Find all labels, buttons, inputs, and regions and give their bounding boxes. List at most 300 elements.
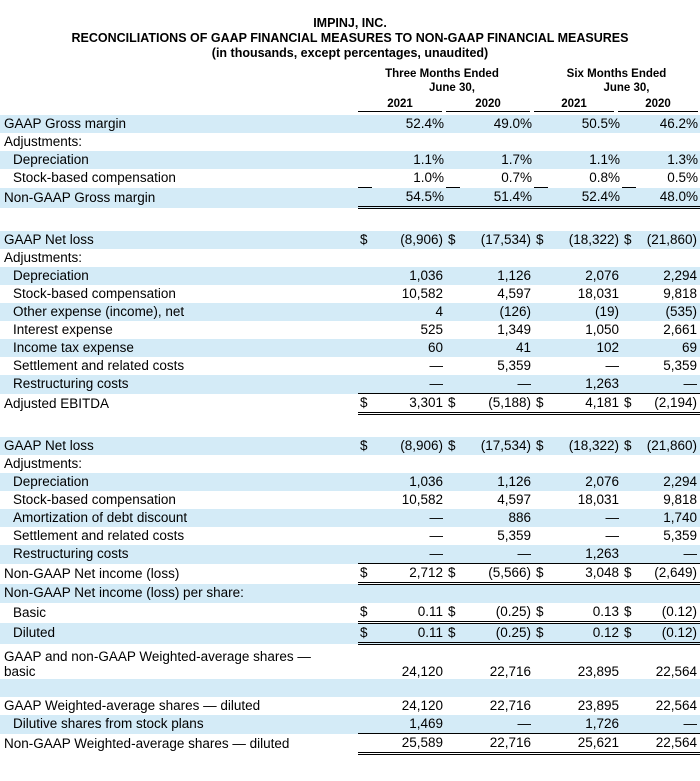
- row-label: Depreciation: [0, 151, 358, 169]
- table-row: [0, 437, 700, 455]
- value-cell: [460, 455, 534, 473]
- value-cell: [460, 249, 534, 267]
- dollar-sign: [622, 375, 636, 394]
- dollar-sign: [534, 545, 548, 564]
- row-label: Adjustments:: [4, 134, 83, 149]
- value-cell: (0.25): [460, 603, 534, 623]
- row-label: [0, 644, 358, 680]
- adjusted-ebitda-section: [0, 231, 700, 414]
- value-cell: 886: [460, 509, 534, 527]
- value-cell: 102: [548, 339, 622, 357]
- value-cell: 5,359: [663, 358, 697, 373]
- row-label: Amortization of debt discount: [0, 509, 358, 527]
- dollar-sign: [534, 509, 548, 527]
- dollar-sign: [446, 375, 460, 394]
- table-row: [0, 115, 700, 133]
- dollar-sign: [446, 151, 460, 169]
- dollar-sign: [622, 545, 636, 564]
- row-label: Non-GAAP Net income (loss): [4, 565, 180, 581]
- dollar-sign: [622, 267, 636, 285]
- dollar-sign: [358, 697, 372, 715]
- dollar-sign: $: [622, 564, 636, 584]
- dollar-sign: [446, 527, 460, 545]
- row-label: Adjustments:: [4, 456, 83, 471]
- dollar-sign: [446, 339, 460, 357]
- dollar-sign: [534, 115, 548, 133]
- value-cell: 1,469: [372, 715, 446, 734]
- value-cell: 48.0%: [636, 188, 700, 208]
- dollar-sign: $: [534, 603, 548, 623]
- value-cell: 5,359: [497, 358, 531, 373]
- table-row: [0, 455, 700, 473]
- value-cell: 9,818: [663, 492, 697, 507]
- value-cell: (17,534): [460, 437, 534, 455]
- value-cell: 1,050: [585, 322, 619, 337]
- company-name: IMPINJ, INC.: [313, 16, 387, 30]
- dollar-sign: [622, 473, 636, 491]
- dollar-sign: [446, 303, 460, 321]
- dollar-sign: $: [622, 437, 636, 455]
- value-cell: 525: [420, 322, 443, 337]
- dollar-sign: $: [358, 564, 372, 584]
- table-row: [0, 697, 700, 715]
- value-cell: 52.4%: [372, 115, 446, 133]
- dollar-sign: [446, 115, 460, 133]
- value-cell: (18,322): [548, 437, 622, 455]
- dollar-sign: [622, 697, 636, 715]
- dollar-sign: [534, 715, 548, 734]
- dollar-sign: [446, 285, 460, 303]
- dollar-sign: [622, 339, 636, 357]
- value-cell: 25,589: [372, 734, 446, 754]
- value-cell: 4,597: [497, 286, 531, 301]
- value-cell: (21,860): [636, 437, 700, 455]
- dollar-sign: $: [358, 231, 372, 249]
- table-row: [0, 394, 700, 414]
- table-row: [0, 527, 700, 545]
- dollar-sign: [534, 285, 548, 303]
- value-cell: 0.13: [548, 603, 622, 623]
- group-three-months: Three Months Ended June 30,: [385, 68, 499, 94]
- dollar-sign: [534, 644, 548, 680]
- dollar-sign: [534, 357, 548, 375]
- gross-margin-section: [0, 115, 700, 208]
- row-label: Stock-based compensation: [13, 170, 176, 186]
- value-cell: 4,181: [548, 394, 622, 414]
- report-subtitle: (in thousands, except percentages, unaudited): [211, 46, 489, 60]
- value-cell: 18,031: [577, 286, 619, 301]
- value-cell: (8,906): [372, 437, 446, 455]
- row-label: GAAP Weighted-average shares — diluted: [4, 698, 261, 713]
- row-label: Non-GAAP Net income (loss) per share:: [0, 584, 358, 604]
- row-label: Depreciation: [0, 473, 358, 491]
- value-cell: [548, 584, 622, 604]
- table-row: [0, 169, 700, 188]
- value-cell: [636, 249, 700, 267]
- dollar-sign: [622, 115, 636, 133]
- value-cell: 22,564: [636, 734, 700, 754]
- value-cell: [372, 133, 446, 151]
- value-cell: (2,194): [636, 394, 700, 414]
- value-cell: 23,895: [577, 664, 619, 679]
- value-cell: [548, 133, 622, 151]
- column-headers: [0, 61, 700, 115]
- value-cell: 25,621: [548, 734, 622, 754]
- value-cell: [460, 133, 534, 151]
- year-col-2: 2020: [446, 97, 530, 112]
- value-cell: 4: [372, 303, 446, 321]
- dollar-sign: $: [622, 603, 636, 623]
- dollar-sign: [446, 473, 460, 491]
- dollar-sign: $: [358, 623, 372, 644]
- table-row: [0, 375, 700, 394]
- row-label: Non-GAAP Gross margin: [0, 188, 358, 208]
- row-label: Adjustments:: [4, 250, 83, 265]
- table-row: [0, 491, 700, 509]
- row-label: Settlement and related costs: [13, 528, 185, 543]
- dollar-sign: [534, 697, 548, 715]
- value-cell: 22,564: [655, 698, 697, 713]
- value-cell: 1,740: [636, 509, 700, 527]
- dollar-sign: [446, 509, 460, 527]
- value-cell: 22,716: [489, 664, 531, 679]
- dollar-sign: [446, 321, 460, 339]
- value-cell: 46.2%: [636, 115, 700, 133]
- table-row: [0, 249, 700, 267]
- dollar-sign: [622, 455, 636, 473]
- value-cell: —: [636, 375, 700, 394]
- value-cell: [636, 455, 700, 473]
- dollar-sign: [358, 509, 372, 527]
- table-row: [0, 644, 700, 680]
- row-label: Depreciation: [0, 267, 358, 285]
- dollar-sign: [622, 249, 636, 267]
- table-row: [0, 357, 700, 375]
- dollar-sign: [622, 285, 636, 303]
- value-cell: (5,566): [460, 564, 534, 584]
- value-cell: [460, 584, 534, 604]
- dollar-sign: [534, 151, 548, 169]
- row-label: Non-GAAP Weighted-average shares — diluted: [4, 735, 290, 751]
- value-cell: —: [372, 375, 446, 394]
- value-cell: (0.25): [460, 623, 534, 644]
- dollar-sign: [358, 357, 372, 375]
- value-cell: 2,712: [372, 564, 446, 584]
- value-cell: 1,349: [497, 322, 531, 337]
- table-row: [0, 285, 700, 303]
- value-cell: 1.0%: [413, 170, 444, 186]
- dollar-sign: [622, 303, 636, 321]
- dollar-sign: [534, 527, 548, 545]
- dollar-sign: [446, 697, 460, 715]
- table-row: [0, 603, 700, 623]
- year-col-3: 2021: [534, 97, 614, 112]
- dollar-sign: [534, 133, 548, 151]
- table-row: [0, 151, 700, 169]
- dollar-sign: [358, 473, 372, 491]
- reconciliation-table: [0, 115, 700, 755]
- table-row: [0, 339, 700, 357]
- value-cell: —: [460, 715, 534, 734]
- value-cell: 1,726: [548, 715, 622, 734]
- dollar-sign: [358, 715, 372, 734]
- row-label: Adjusted EBITDA: [4, 395, 110, 411]
- row-label: Interest expense: [13, 322, 113, 337]
- value-cell: 2,076: [548, 267, 622, 285]
- value-cell: (21,860): [636, 231, 700, 249]
- dollar-sign: [534, 473, 548, 491]
- dollar-sign: [358, 133, 372, 151]
- row-label: GAAP Gross margin: [0, 115, 358, 133]
- value-cell: 0.5%: [667, 170, 698, 186]
- dollar-sign: [446, 357, 460, 375]
- dollar-sign: $: [446, 603, 460, 623]
- dollar-sign: [358, 375, 372, 394]
- value-cell: —: [636, 715, 700, 734]
- dollar-sign: [446, 169, 460, 188]
- value-cell: 1,263: [548, 375, 622, 394]
- value-cell: 1,036: [372, 473, 446, 491]
- dollar-sign: [622, 527, 636, 545]
- value-cell: 54.5%: [372, 188, 446, 208]
- value-cell: 22,716: [489, 698, 531, 713]
- dollar-sign: [534, 321, 548, 339]
- row-label: Other expense (income), net: [0, 303, 358, 321]
- value-cell: 2,294: [636, 473, 700, 491]
- report-title: RECONCILIATIONS OF GAAP FINANCIAL MEASURES TO NON-GAAP FINANCIAL MEASURES: [71, 31, 629, 45]
- value-cell: —: [548, 509, 622, 527]
- value-cell: 23,895: [577, 698, 619, 713]
- value-cell: 50.5%: [548, 115, 622, 133]
- table-row: [0, 321, 700, 339]
- row-label: Stock-based compensation: [13, 492, 176, 507]
- value-cell: 1,036: [372, 267, 446, 285]
- dollar-sign: [358, 321, 372, 339]
- value-cell: (2,649): [636, 564, 700, 584]
- value-cell: 10,582: [401, 492, 443, 507]
- table-row: [0, 564, 700, 584]
- dollar-sign: [622, 357, 636, 375]
- value-cell: [548, 455, 622, 473]
- dollar-sign: [446, 267, 460, 285]
- value-cell: (8,906): [372, 231, 446, 249]
- dollar-sign: [358, 455, 372, 473]
- dollar-sign: [534, 249, 548, 267]
- dollar-sign: [534, 491, 548, 509]
- value-cell: —: [605, 528, 619, 543]
- row-label: Basic: [13, 604, 47, 620]
- value-cell: 1.1%: [372, 151, 446, 169]
- dollar-sign: [622, 188, 636, 208]
- row-label-line1: GAAP and non-GAAP Weighted-average shares —: [4, 649, 311, 664]
- dollar-sign: [446, 188, 460, 208]
- dollar-sign: [446, 715, 460, 734]
- dollar-sign: [622, 715, 636, 734]
- dollar-sign: $: [534, 394, 548, 414]
- value-cell: 22,564: [655, 664, 697, 679]
- dollar-sign: [534, 455, 548, 473]
- dollar-sign: [358, 527, 372, 545]
- dollar-sign: [446, 491, 460, 509]
- value-cell: (18,322): [548, 231, 622, 249]
- dollar-sign: [534, 188, 548, 208]
- dollar-sign: [446, 644, 460, 680]
- row-label: Restructuring costs: [0, 375, 358, 394]
- value-cell: 1,126: [460, 473, 534, 491]
- value-cell: 3,048: [548, 564, 622, 584]
- dollar-sign: $: [622, 623, 636, 644]
- dollar-sign: [358, 584, 372, 604]
- dollar-sign: [358, 169, 372, 188]
- dollar-sign: [622, 584, 636, 604]
- table-row: [0, 473, 700, 491]
- table-row: [0, 231, 700, 249]
- table-row: [0, 509, 700, 527]
- dollar-sign: [534, 375, 548, 394]
- year-col-4: 2020: [618, 97, 698, 112]
- dollar-sign: $: [358, 603, 372, 623]
- dollar-sign: [622, 169, 636, 188]
- value-cell: —: [429, 528, 443, 543]
- value-cell: —: [636, 545, 700, 564]
- dollar-sign: [622, 151, 636, 169]
- dollar-sign: $: [534, 231, 548, 249]
- row-label-line2: basic: [4, 664, 36, 679]
- value-cell: —: [460, 375, 534, 394]
- dollar-sign: $: [358, 394, 372, 414]
- row-label: GAAP Net loss: [0, 231, 358, 249]
- table-row: [0, 715, 700, 734]
- value-cell: 1.3%: [636, 151, 700, 169]
- dollar-sign: [358, 734, 372, 754]
- value-cell: 0.7%: [501, 170, 532, 186]
- value-cell: 2,661: [663, 322, 697, 337]
- value-cell: [636, 133, 700, 151]
- dollar-sign: [358, 285, 372, 303]
- table-row: [0, 303, 700, 321]
- row-label: Stock-based compensation: [13, 286, 176, 301]
- dollar-sign: [446, 133, 460, 151]
- value-cell: 1,263: [548, 545, 622, 564]
- table-row: [0, 584, 700, 604]
- value-cell: (19): [548, 303, 622, 321]
- value-cell: [372, 455, 446, 473]
- dollar-sign: [622, 734, 636, 754]
- value-cell: 22,716: [460, 734, 534, 754]
- dollar-sign: $: [622, 394, 636, 414]
- dollar-sign: $: [446, 437, 460, 455]
- value-cell: 1,126: [460, 267, 534, 285]
- value-cell: [372, 584, 446, 604]
- value-cell: 60: [372, 339, 446, 357]
- row-label: Income tax expense: [0, 339, 358, 357]
- value-cell: (0.12): [636, 623, 700, 644]
- value-cell: 24,120: [401, 664, 443, 679]
- value-cell: (126): [460, 303, 534, 321]
- value-cell: —: [605, 358, 619, 373]
- value-cell: 4,597: [497, 492, 531, 507]
- spacer-row: [0, 679, 700, 697]
- dollar-sign: $: [534, 623, 548, 644]
- dollar-sign: [534, 303, 548, 321]
- dollar-sign: [534, 584, 548, 604]
- spacer-cell: [0, 679, 700, 697]
- value-cell: —: [460, 545, 534, 564]
- group-six-months: Six Months Ended June 30,: [566, 68, 667, 94]
- value-cell: (5,188): [460, 394, 534, 414]
- value-cell: 10,582: [401, 286, 443, 301]
- dollar-sign: [358, 249, 372, 267]
- dollar-sign: [358, 644, 372, 680]
- value-cell: 51.4%: [460, 188, 534, 208]
- dollar-sign: [534, 339, 548, 357]
- value-cell: (0.12): [636, 603, 700, 623]
- dollar-sign: $: [446, 231, 460, 249]
- value-cell: 5,359: [497, 528, 531, 543]
- dollar-sign: [622, 509, 636, 527]
- dollar-sign: [358, 267, 372, 285]
- value-cell: 49.0%: [460, 115, 534, 133]
- dollar-sign: [446, 249, 460, 267]
- dollar-sign: [358, 303, 372, 321]
- table-row: [0, 545, 700, 564]
- value-cell: 5,359: [663, 528, 697, 543]
- dollar-sign: [358, 115, 372, 133]
- value-cell: [548, 249, 622, 267]
- dollar-sign: [446, 545, 460, 564]
- value-cell: [372, 249, 446, 267]
- dollar-sign: [622, 133, 636, 151]
- dollar-sign: [358, 545, 372, 564]
- dollar-sign: $: [358, 437, 372, 455]
- dollar-sign: $: [446, 623, 460, 644]
- dollar-sign: [446, 584, 460, 604]
- year-col-1: 2021: [358, 97, 442, 112]
- dollar-sign: [358, 188, 372, 208]
- table-row: [0, 734, 700, 754]
- value-cell: 0.8%: [589, 170, 620, 186]
- value-cell: 2,076: [548, 473, 622, 491]
- dollar-sign: $: [534, 437, 548, 455]
- dollar-sign: [622, 321, 636, 339]
- value-cell: 24,120: [401, 698, 443, 713]
- value-cell: —: [372, 509, 446, 527]
- value-cell: 2,294: [636, 267, 700, 285]
- value-cell: 0.11: [372, 603, 446, 623]
- table-row: [0, 188, 700, 208]
- value-cell: 18,031: [577, 492, 619, 507]
- dollar-sign: [358, 491, 372, 509]
- value-cell: —: [372, 545, 446, 564]
- table-row: [0, 623, 700, 644]
- value-cell: 1.7%: [460, 151, 534, 169]
- dollar-sign: [622, 644, 636, 680]
- dollar-sign: [534, 734, 548, 754]
- value-cell: (535): [636, 303, 700, 321]
- dollar-sign: [358, 339, 372, 357]
- table-row: [0, 133, 700, 151]
- value-cell: [636, 584, 700, 604]
- row-label: Settlement and related costs: [13, 358, 185, 373]
- value-cell: 3,301: [372, 394, 446, 414]
- value-cell: 0.11: [372, 623, 446, 644]
- row-label: Restructuring costs: [0, 545, 358, 564]
- dollar-sign: [358, 151, 372, 169]
- row-label: Diluted: [0, 623, 358, 644]
- dollar-sign: [446, 734, 460, 754]
- dollar-sign: $: [446, 564, 460, 584]
- dollar-sign: [534, 267, 548, 285]
